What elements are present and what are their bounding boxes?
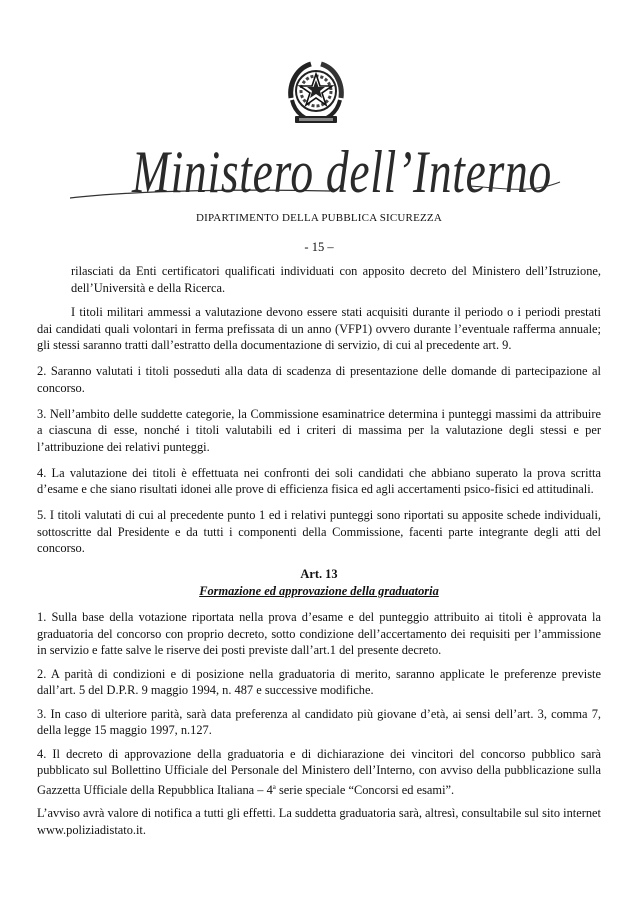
paragraph-5: 5. I titoli valutati di cui al precedente punto 1 ed i relativi punteggi sono riportati su apposite schede individuali, sottoscritte dal Presidente e da tutti i componenti della Commissione, facenti parte integrante degli atti del concorso. [37,508,601,555]
superscript-a: a [272,782,276,791]
article-paragraph-4-text: 4. Il decreto di approvazione della graduatoria e di dichiarazione dei vincitori del concorso pubblico sarà pubblicato sul Bollettino Ufficiale del Personale del Ministero dell’Interno, con avviso della pubblicazione sulla Gazzetta Ufficiale della Repubblica Italiana – 4 [37,746,601,797]
article-paragraph-4 [37,746,601,799]
svg-text:Ministero dell’Interno: Ministero dell’Interno [131,142,553,205]
article-number: Art. 13 [300,567,338,581]
article-paragraph-3: 3. In caso di ulteriore parità, sarà data preferenza al candidato più giovane d’età, ai sensi dell’art. 3, comma 7, della legge 15 maggio 1997, n.127. [37,706,601,737]
page-number: - 15 – [304,240,334,254]
paragraph-3: 3. Nell’ambito delle suddette categorie, la Commissione esaminatrice determina i punteggi massimi da attribuire a ciascuna di esse, nonché i titoli valutabili ed i criteri di massima per la valutazione degli stessi e per l’attribuzione dei relativi punteggi. [37,406,601,454]
department-name: DIPARTIMENTO DELLA PUBBLICA SICUREZZA [195,212,442,224]
article-paragraph-5: L’avviso avrà valore di notifica a tutti gli effetti. La suddetta graduatoria sarà, altresì, consultabile sul sito internet www.poliziadistato.it. [37,806,601,837]
paragraph-4: 4. La valutazione dei titoli è effettuata nei confronti dei soli candidati che abbiano superato la prova scritta d’esame e che siano risultati idonei alle prove di efficienza fisica ed agli accertamenti psico-fisici ed attitudinali. [37,465,601,496]
document-body [37,263,601,845]
paragraph-military-titles: I titoli militari ammessi a valutazione devono essere stati acquisiti durante il periodo o i periodi prestati dai candidati quali volontari in ferma prefissata di un anno (VFP1) ovvero durante l’eventuale rafferma annuale; gli stessi saranno tratti dall’estratto della documentazione di servizio, di cui al precedente art. 9. [37,305,601,352]
article-paragraph-4-tail: serie speciale “Concorsi ed esami”. [275,782,455,797]
article-paragraph-2: 2. A parità di condizioni e di posizione nella graduatoria di merito, saranno applicate le preferenze previste dall’art. 5 del D.P.R. 9 maggio 1994, n. 487 e successive modifiche. [37,666,601,697]
paragraph-2: 2. Saranno valutati i titoli posseduti alla data di scadenza di presentazione delle domande di partecipazione al concorso. [37,364,601,395]
article-paragraph-1: 1. Sulla base della votazione riportata nella prova d’esame e del punteggio attribuito ai titoli è approvata la graduatoria del concorso con proprio decreto, sotto condizione dell’accertamento dei requisiti per l’ammissione in servizio e fatte salve le riserve dei posti previste dall’art.1 del presente decreto. [37,610,601,657]
ministry-logo [0,142,638,212]
article-title: Formazione ed approvazione della graduatoria [199,583,439,598]
paragraph-continuation: rilasciati da Enti certificatori qualificati individuati con apposito decreto del Ministero dell’Istruzione, dell’Università e della Ricerca. [71,264,601,295]
italian-republic-emblem-icon [281,58,351,128]
